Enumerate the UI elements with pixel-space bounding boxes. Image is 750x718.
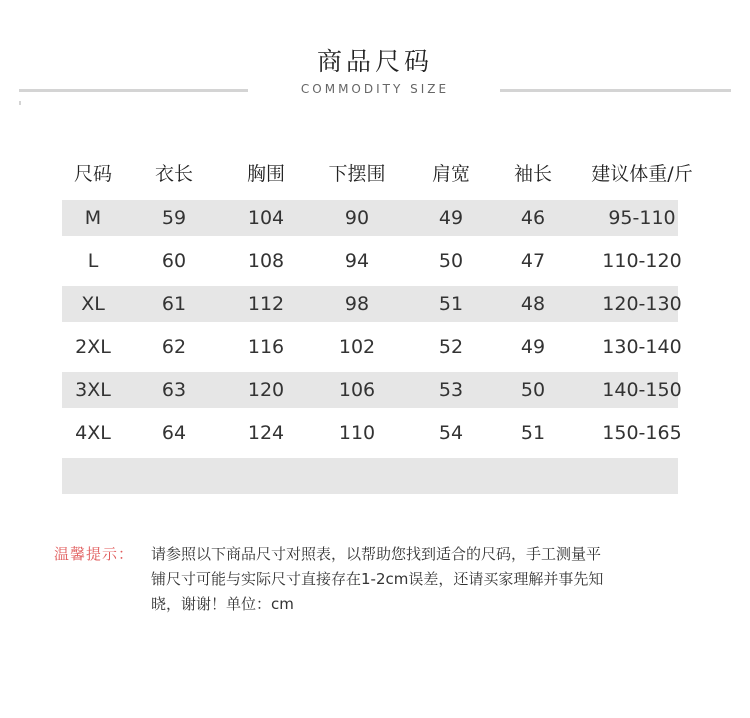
column-header-hem: 下摆围 <box>328 162 386 185</box>
table-header-row <box>62 155 693 189</box>
notice-line: 请参照以下商品尺寸对照表，以帮助您找到适合的尺码，手工测量平 <box>151 545 602 563</box>
table-cell: 60 <box>161 250 187 272</box>
table-cell: 61 <box>161 293 187 315</box>
table-cell: 110-120 <box>602 250 682 272</box>
table-cell: 51 <box>520 422 546 444</box>
table-cell: 95-110 <box>608 207 676 229</box>
divider-mark <box>19 101 21 105</box>
table-cell: 64 <box>161 422 187 444</box>
table-row <box>62 200 678 236</box>
table-cell: 62 <box>161 336 187 358</box>
table-cell: 53 <box>438 379 464 401</box>
table-row <box>62 415 682 451</box>
table-cell: 112 <box>247 293 285 315</box>
column-header-shoulder: 肩宽 <box>431 162 470 185</box>
table-row <box>62 286 682 322</box>
table-cell: 2XL <box>75 336 111 358</box>
table-cell: 98 <box>344 293 370 315</box>
table-cell: 124 <box>247 422 285 444</box>
table-cell: 48 <box>520 293 546 315</box>
table-cell: 54 <box>438 422 464 444</box>
table-cell: 120 <box>247 379 285 401</box>
table-row <box>62 329 682 365</box>
column-header-size: 尺码 <box>73 162 112 185</box>
table-cell: 50 <box>520 379 546 401</box>
table-cell: 120-130 <box>602 293 682 315</box>
table-cell: M <box>84 207 102 229</box>
table-empty-row <box>62 458 678 494</box>
table-cell: 106 <box>338 379 376 401</box>
table-cell: 46 <box>520 207 546 229</box>
table-cell: 50 <box>438 250 464 272</box>
table-cell: 108 <box>247 250 285 272</box>
table-cell: 104 <box>247 207 285 229</box>
table-cell: 150-165 <box>602 422 682 444</box>
table-row <box>62 372 682 408</box>
divider-right <box>500 89 731 92</box>
table-cell: 59 <box>161 207 187 229</box>
column-header-sleeve: 袖长 <box>513 162 552 185</box>
table-cell: XL <box>81 293 105 315</box>
table-cell: 4XL <box>75 422 111 444</box>
table-cell: 94 <box>344 250 370 272</box>
table-cell: 51 <box>438 293 464 315</box>
table-cell: 49 <box>438 207 464 229</box>
page-subtitle: COMMODITY SIZE <box>300 82 450 96</box>
table-cell: 90 <box>344 207 370 229</box>
table-row <box>62 243 682 279</box>
table-cell: 63 <box>161 379 187 401</box>
table-cell: 49 <box>520 336 546 358</box>
column-header-chest: 胸围 <box>246 162 285 185</box>
table-cell: L <box>87 250 99 272</box>
column-header-weight: 建议体重/斤 <box>591 162 693 185</box>
table-cell: 47 <box>520 250 546 272</box>
table-cell: 116 <box>247 336 285 358</box>
notice-label: 温馨提示： <box>54 545 135 563</box>
size-chart-table <box>62 155 693 501</box>
page-title: 商品尺码 <box>316 47 433 76</box>
table-cell: 140-150 <box>602 379 682 401</box>
table-cell: 3XL <box>75 379 111 401</box>
table-cell: 110 <box>338 422 376 444</box>
notice-line: 晓，谢谢！单位：cm <box>151 595 294 613</box>
table-cell: 102 <box>338 336 376 358</box>
column-header-length: 衣长 <box>154 162 193 185</box>
table-cell: 52 <box>438 336 464 358</box>
notice-line: 铺尺寸可能与实际尺寸直接存在1-2cm误差，还请买家理解并事先知 <box>151 570 604 588</box>
notice-text <box>151 542 671 617</box>
table-cell: 130-140 <box>602 336 682 358</box>
